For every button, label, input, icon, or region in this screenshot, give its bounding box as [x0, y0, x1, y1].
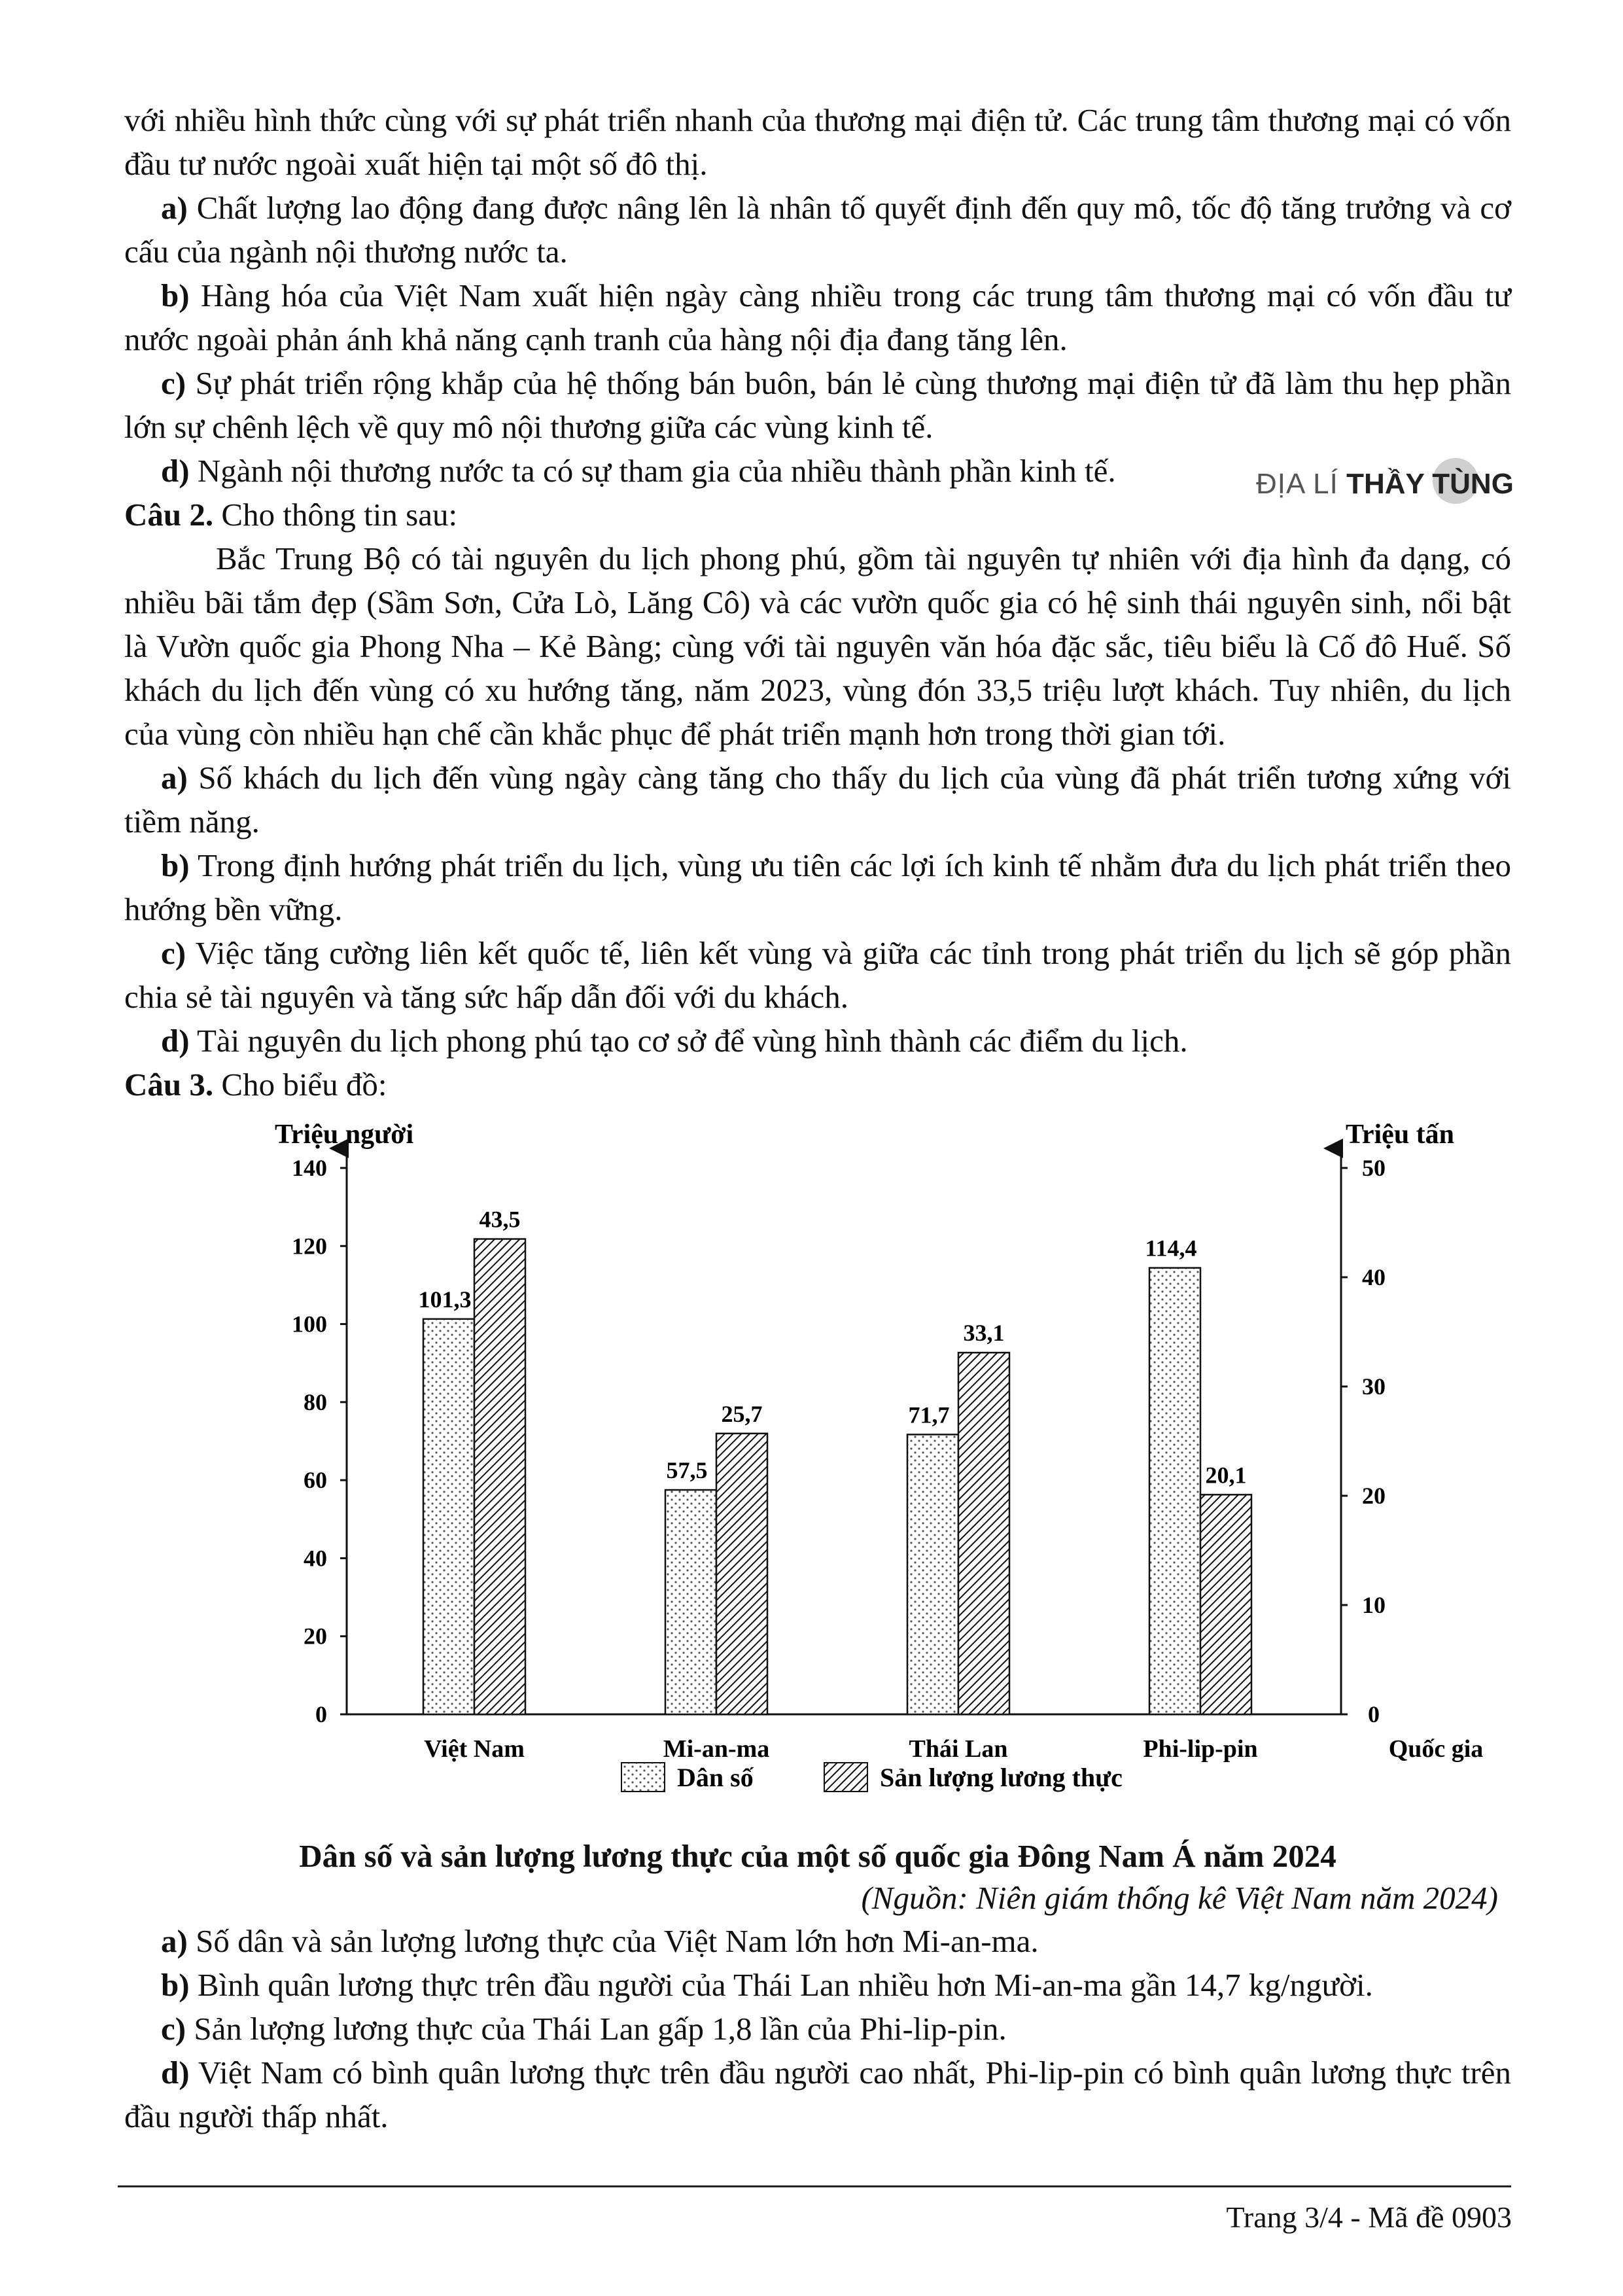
y-axis-left-tick-label: 20 [304, 1623, 327, 1650]
statement-label: a) [161, 1923, 188, 1959]
legend-label-food: Sản lượng lương thực [880, 1763, 1123, 1792]
statement-label: b) [161, 847, 190, 883]
data-label: 71,7 [908, 1402, 950, 1428]
q2-statement-a [124, 756, 1511, 843]
y-axis-left-title: Triệu người [275, 1120, 414, 1150]
x-axis-title: Quốc gia [1388, 1735, 1484, 1763]
statement-text: Ngành nội thương nước ta có sự tham gia của nhiều thành phần kinh tế. [189, 453, 1116, 489]
chart-source: (Nguồn: Niên giám thống kê Việt Nam năm 2024) [861, 1880, 1498, 1916]
bar-population [1149, 1268, 1200, 1714]
statement-text: Hàng hóa của Việt Nam xuất hiện ngày càng nhiều trong các trung tâm thương mại có vốn đầu tư nước ngoài phản ánh khả năng cạnh tranh của hàng nội địa đang tăng lên. [124, 277, 1511, 357]
statement-label: d) [161, 2055, 190, 2091]
data-label: 20,1 [1205, 1462, 1247, 1489]
y-axis-right-tick-label: 50 [1362, 1155, 1386, 1181]
y-axis-right-tick-label: 20 [1362, 1483, 1386, 1509]
legend-label-population: Dân số [677, 1763, 754, 1792]
statement-label: c) [161, 935, 186, 971]
y-axis-left-tick-label: 0 [315, 1701, 327, 1727]
question-number: Câu 3. [124, 1067, 214, 1103]
statement-label: d) [161, 1023, 190, 1059]
bar-population [907, 1434, 958, 1714]
q3-statement-a [124, 1919, 1511, 1963]
q3-title [124, 1063, 1511, 1106]
statement-text: Số dân và sản lượng lương thực của Việt Nam lớn hơn Mi-an-ma. [187, 1923, 1039, 1959]
q3-statement-b [124, 1963, 1511, 2007]
q2-statement-b [124, 843, 1511, 931]
bar-chart-svg [124, 1109, 1511, 1835]
y-axis-right-tick-label: 30 [1362, 1373, 1386, 1400]
bar-food [716, 1434, 767, 1714]
statement-label: c) [161, 2011, 186, 2047]
statement-text: Sự phát triển rộng khắp của hệ thống bán buôn, bán lẻ cùng thương mại điện tử đã làm thu hẹp phần lớn sự chênh lệch về quy mô nội thương giữa các vùng kinh tế. [124, 365, 1511, 445]
question-prompt: Cho biểu đồ: [213, 1067, 387, 1103]
q3-statement-c [124, 2007, 1511, 2051]
y-axis-left-tick-label: 80 [304, 1388, 327, 1415]
statement-text: Số khách du lịch đến vùng ngày càng tăng cho thấy du lịch của vùng đã phát triển tương xứng với tiềm năng. [124, 760, 1511, 839]
page-footer: Trang 3/4 - Mã đề 0903 [1226, 2200, 1512, 2234]
statement-label: b) [161, 277, 190, 313]
bar-population [423, 1319, 474, 1714]
y-axis-right-tick-label: 0 [1368, 1701, 1380, 1727]
question-prompt: Cho thông tin sau: [213, 497, 458, 533]
chart [124, 1109, 1511, 1835]
bar-food [474, 1239, 525, 1714]
statement-label: a) [161, 190, 188, 226]
watermark-logo [1256, 458, 1514, 510]
page-content [124, 98, 1511, 2138]
footer-divider [118, 2185, 1511, 2187]
statement-text: Việt Nam có bình quân lương thực trên đầu người cao nhất, Phi-lip-pin có bình quân lương thực trên đầu người thấp nhất. [124, 2055, 1511, 2134]
question-number: Câu 2. [124, 497, 214, 533]
x-tick-label: Việt Nam [424, 1735, 525, 1763]
data-label: 25,7 [721, 1400, 763, 1427]
x-tick-label: Phi-lip-pin [1143, 1735, 1258, 1763]
statement-label: c) [161, 365, 186, 401]
watermark-part1: ĐỊA LÍ [1256, 468, 1338, 500]
y-axis-right-title: Triệu tấn [1345, 1120, 1455, 1150]
statement-text: Chất lượng lao động đang được nâng lên là nhân tố quyết định đến quy mô, tốc độ tăng trưởng và cơ cấu của ngành nội thương nước ta. [124, 190, 1511, 270]
data-label: 114,4 [1145, 1235, 1197, 1262]
data-label: 33,1 [963, 1320, 1005, 1347]
q3-statement-d [124, 2051, 1511, 2138]
q1-statement-c [124, 361, 1511, 449]
y-axis-right-tick-label: 10 [1362, 1592, 1386, 1618]
statement-text: Việc tăng cường liên kết quốc tế, liên kết vùng và giữa các tỉnh trong phát triển du lịch sẽ góp phần chia sẻ tài nguyên và tăng sức hấp dẫn đối với du khách. [124, 935, 1511, 1015]
q1-statement-a [124, 186, 1511, 274]
legend-swatch-food [824, 1763, 867, 1792]
q1-statement-b [124, 274, 1511, 361]
q2-info: Bắc Trung Bộ có tài nguyên du lịch phong phú, gồm tài nguyên tự nhiên với địa hình đa dạng, có nhiều bãi tắm đẹp (Sầm Sơn, Cửa Lò, Lăng Cô) và các vườn quốc gia có hệ sinh thái nguyên sinh, nổi bật là Vườn quốc gia Phong Nha – Kẻ Bàng; cùng với tài nguyên văn hóa đặc sắc, tiêu biểu là Cố đô Huế. Số khách du lịch đến vùng có xu hướng tăng, năm 2023, vùng đón 33,5 triệu lượt khách. Tuy nhiên, du lịch của vùng còn nhiều hạn chế cần khắc phục để phát triển mạnh hơn trong thời gian tới. [124, 540, 1511, 752]
bar-food [1200, 1494, 1251, 1714]
intro-paragraph: với nhiều hình thức cùng với sự phát triển nhanh của thương mại điện tử. Các trung tâm thương mại có vốn đầu tư nước ngoài xuất hiện tại một số đô thị. [124, 102, 1511, 182]
statement-text: Bình quân lương thực trên đầu người của Thái Lan nhiều hơn Mi-an-ma gần 14,7 kg/người. [189, 1967, 1373, 2003]
data-label: 57,5 [666, 1457, 708, 1484]
watermark-part2: THẦY TÙNG [1346, 468, 1514, 500]
y-axis-right-tick-label: 40 [1362, 1264, 1386, 1290]
statement-label: d) [161, 453, 190, 489]
statement-label: b) [161, 1967, 190, 2003]
statement-text: Sản lượng lương thực của Thái Lan gấp 1,8 lần của Phi-lip-pin. [186, 2011, 1007, 2047]
chart-caption: Dân số và sản lượng lương thực của một số quốc gia Đông Nam Á năm 2024 [299, 1838, 1336, 1874]
statement-text: Trong định hướng phát triển du lịch, vùng ưu tiên các lợi ích kinh tế nhằm đưa du lịch phát triển theo hướng bền vững. [124, 847, 1511, 927]
bar-population [665, 1490, 716, 1714]
y-axis-left-tick-label: 120 [292, 1233, 327, 1260]
bar-food [958, 1352, 1009, 1714]
q2-statement-c [124, 931, 1511, 1019]
y-axis-left-tick-label: 60 [304, 1467, 327, 1494]
x-tick-label: Thái Lan [909, 1735, 1008, 1763]
data-label: 43,5 [479, 1206, 521, 1233]
y-axis-left-tick-label: 140 [292, 1155, 327, 1181]
q2-statement-d [124, 1019, 1511, 1063]
y-axis-left-tick-label: 100 [292, 1311, 327, 1337]
statement-text: Tài nguyên du lịch phong phú tạo cơ sở để vùng hình thành các điểm du lịch. [189, 1023, 1188, 1059]
legend-swatch-population [621, 1763, 665, 1792]
statement-label: a) [161, 760, 188, 796]
y-axis-left-tick-label: 40 [304, 1545, 327, 1572]
data-label: 101,3 [418, 1286, 472, 1313]
x-tick-label: Mi-an-ma [663, 1735, 770, 1763]
